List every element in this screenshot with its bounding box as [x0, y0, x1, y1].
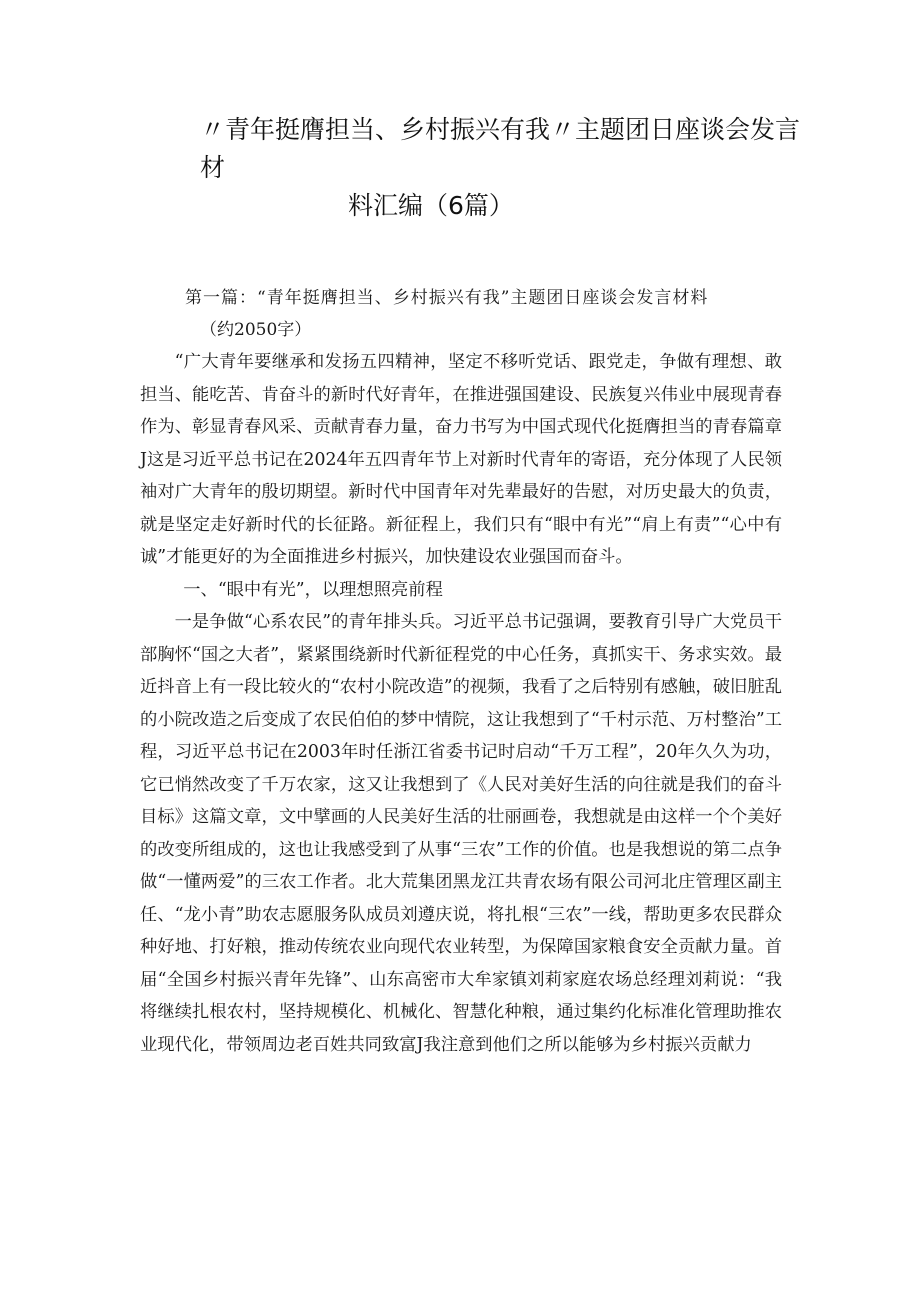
section-heading: 一、“眼中有光”，以理想照亮前程 [183, 579, 443, 600]
paragraph: “广大青年要继承和发扬五四精神，坚定不移听党话、跟党走，争做有理想、敢担当、能吃苦、肯奋斗的新时代好青年，在推进强国建设、民族复兴伟业中展现青春作为、彰显青春风采、贡献青春力量，奋力书写为中国式现代化挺膺担当的青春篇章J这是习近平总书记在2024年五四青年节上对新时代青年的寄语，充分体现了人民领袖对广大青年的殷切期望。新时代中国青年对先辈最好的告慰，对历史最大的负责，就是坚定走好新时代的长征路。新征程上，我们只有“眼中有光”“肩上有责”“心中有诚”才能更好的为全面推进乡村振兴，加快建设农业强国而奋斗。 [140, 352, 782, 567]
title-line-1: 〃青年挺膺担当、乡村振兴有我〃主题团日座谈会发言材 [200, 115, 801, 182]
paragraph: 一是争做“心系农民”的青年排头兵。习近平总书记强调，要教育引导广大党员干部胸怀“国之大者”，紧紧围绕新时代新征程党的中心任务，真抓实干、务求实效。最近抖音上有一段比较火的“农村小院改造”的视频，我看了之后特别有感触，破旧脏乱的小院改造之后变成了农民伯伯的梦中情院，这让我想到了“千村示范、万村整治”工程，习近平总书记在2003年时任浙江省委书记时启动“千万工程”，20年久久为功，它已悄然改变了千万农家，这又让我想到了《人民对美好生活的向往就是我们的奋斗目标》这篇文章，文中擘画的人民美好生活的壮丽画卷，我想就是由这样一个个美好的改变所组成的，这也让我感受到了从事“三农”工作的价值。也是我想说的第二点争做“一懂两爱”的三农工作者。北大荒集团黑龙江共青农场有限公司河北庄管理区副主任、“龙小青”助农志愿服务队成员刘遵庆说，将扎根“三农”一线，帮助更多农民群众种好地、打好粮，推动传统农业向现代农业转型，为保障国家粮食安全贡献力量。首届“全国乡村振兴青年先锋”、山东高密市大牟家镇刘莉家庭农场总经理刘莉说：“我将继续扎根农村，坚持规模化、机械化、智慧化种粮，通过集约化标准化管理助推农业现代化，带领周边老百姓共同致富J我注意到他们之所以能够为乡村振兴贡献力 [140, 612, 782, 1055]
part-heading: 第一篇：“青年挺膺担当、乡村振兴有我”主题团日座谈会发言材料 [185, 288, 709, 308]
document-title [200, 111, 800, 225]
body-text [140, 346, 782, 1061]
title-line-2: 料汇编（6篇） [348, 191, 514, 220]
word-count-note: （约2050字） [200, 320, 312, 340]
